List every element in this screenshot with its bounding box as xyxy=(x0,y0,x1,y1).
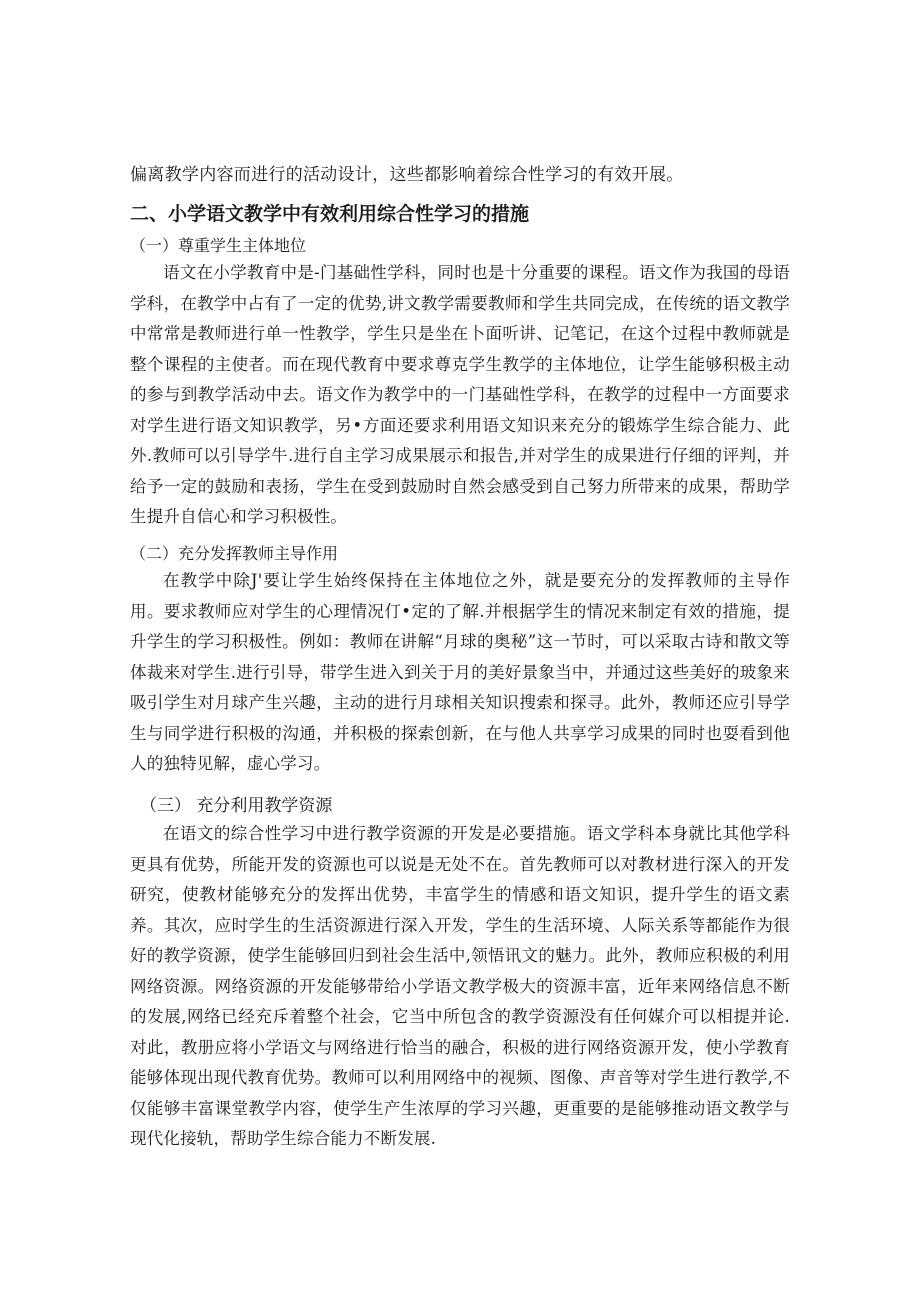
intro-line: 偏离教学内容而进行的活动设计，这些都影响着综合性学习的有效开展。 xyxy=(130,165,684,185)
subsection-body-2: 在教学中除J'要让学生始终保持在主体地位之外，就是要充分的发挥教师的主导作用。要求教师应对学生的心理情况仃•定的了解.并根据学生的情况来制定有效的措施，提升学生的学习积极性。例如：教师在讲解“月球的奥秘”这一节时，可以采取古诗和散文等体裁来对学生.进行引导，带学生进入到关于月的美好景象当中，并通过这些美好的玻象来吸引学生对月球产生兴趣，主动的进行月球相关知识搜索和探寻。此外，教师还应引导学生与同学进行积极的沟通，并积极的探索创新，在与他人共享学习成果的同时也耍看到他人的独特见解，虚心学习。 xyxy=(130,571,790,773)
subsection-body-3: 在语文的综合性学习中进行教学资源的开发是必要措施。语文学科本身就比其他学科更具有优势，所能开发的资源也可以说是无处不在。首先教师可以对教材进行深入的开发研究，使教材能够充分的发挥出优势，丰富学生的情感和语文知识，提升学生的语文素养。其次，应时学生的生活资源进行深入开发，学生的生活环境、人际关系等都能作为很好的教学资源，使学生能够回归到社会生活中,领悟讯文的魅力。此外，教师应积极的利用网络资源。网络资源的开发能够带给小学语文教学极大的资源丰富，近年来网络信息不断的发展,网络已经充斥着整个社会，它当中所包含的教学资源没有任何媒介可以相提并论.对此，教册应将小学语文与网络进行恰当的融合，积极的进行网络资源开发，使小学教育能够体现出现代教育优势。教师可以利用网络中的视频、图像、声音等对学生进行教学,不仅能够丰富课堂教学内容，使学生产生浓厚的学习兴趣，更重要的是能够推动语文教学与现代化接轨，帮助学生综合能力不断发展. xyxy=(130,824,790,1148)
subsection-title-1: （一）尊重学生主体地位 xyxy=(130,236,307,255)
subsection-title-2: （二）充分发挥教师主导作用 xyxy=(130,544,339,563)
subsection-body-1: 语文在小学教育中是-门基础性学科，同时也是十分重要的课程。语文作为我国的母语学科，在教学中占有了一定的优势,讲文教学需要教师和学生共同完成，在传统的语文教学中常常是教师进行单一性教学，学生只是坐在卜面听讲、记笔记，在这个过程中教师就是整个课程的主使者。而在现代教育中要求尊克学生教学的主体地位，让学生能够积极主动的参与到教学活动中去。语文作为教学中的一门基础性学科，在教学的过程中一方面要求对学生进行语文知识教学，另•方面还要求利用语文知识来充分的锻炼学生综合能力、此外.教师可以引导学牛.进行自主学习成果展示和报告,并对学生的成果进行仔细的评判，并给予一定的鼓励和表扬，学生在受到鼓励时自然会感受到自己努力所带来的成果，帮助学生提升自信心和学习积极性。 xyxy=(130,263,790,526)
section-heading: 二、小学语文教学中有效利用综合性学习的措施 xyxy=(130,203,530,225)
subsection-title-3: （三） 充分利用教学资源 xyxy=(140,796,333,816)
